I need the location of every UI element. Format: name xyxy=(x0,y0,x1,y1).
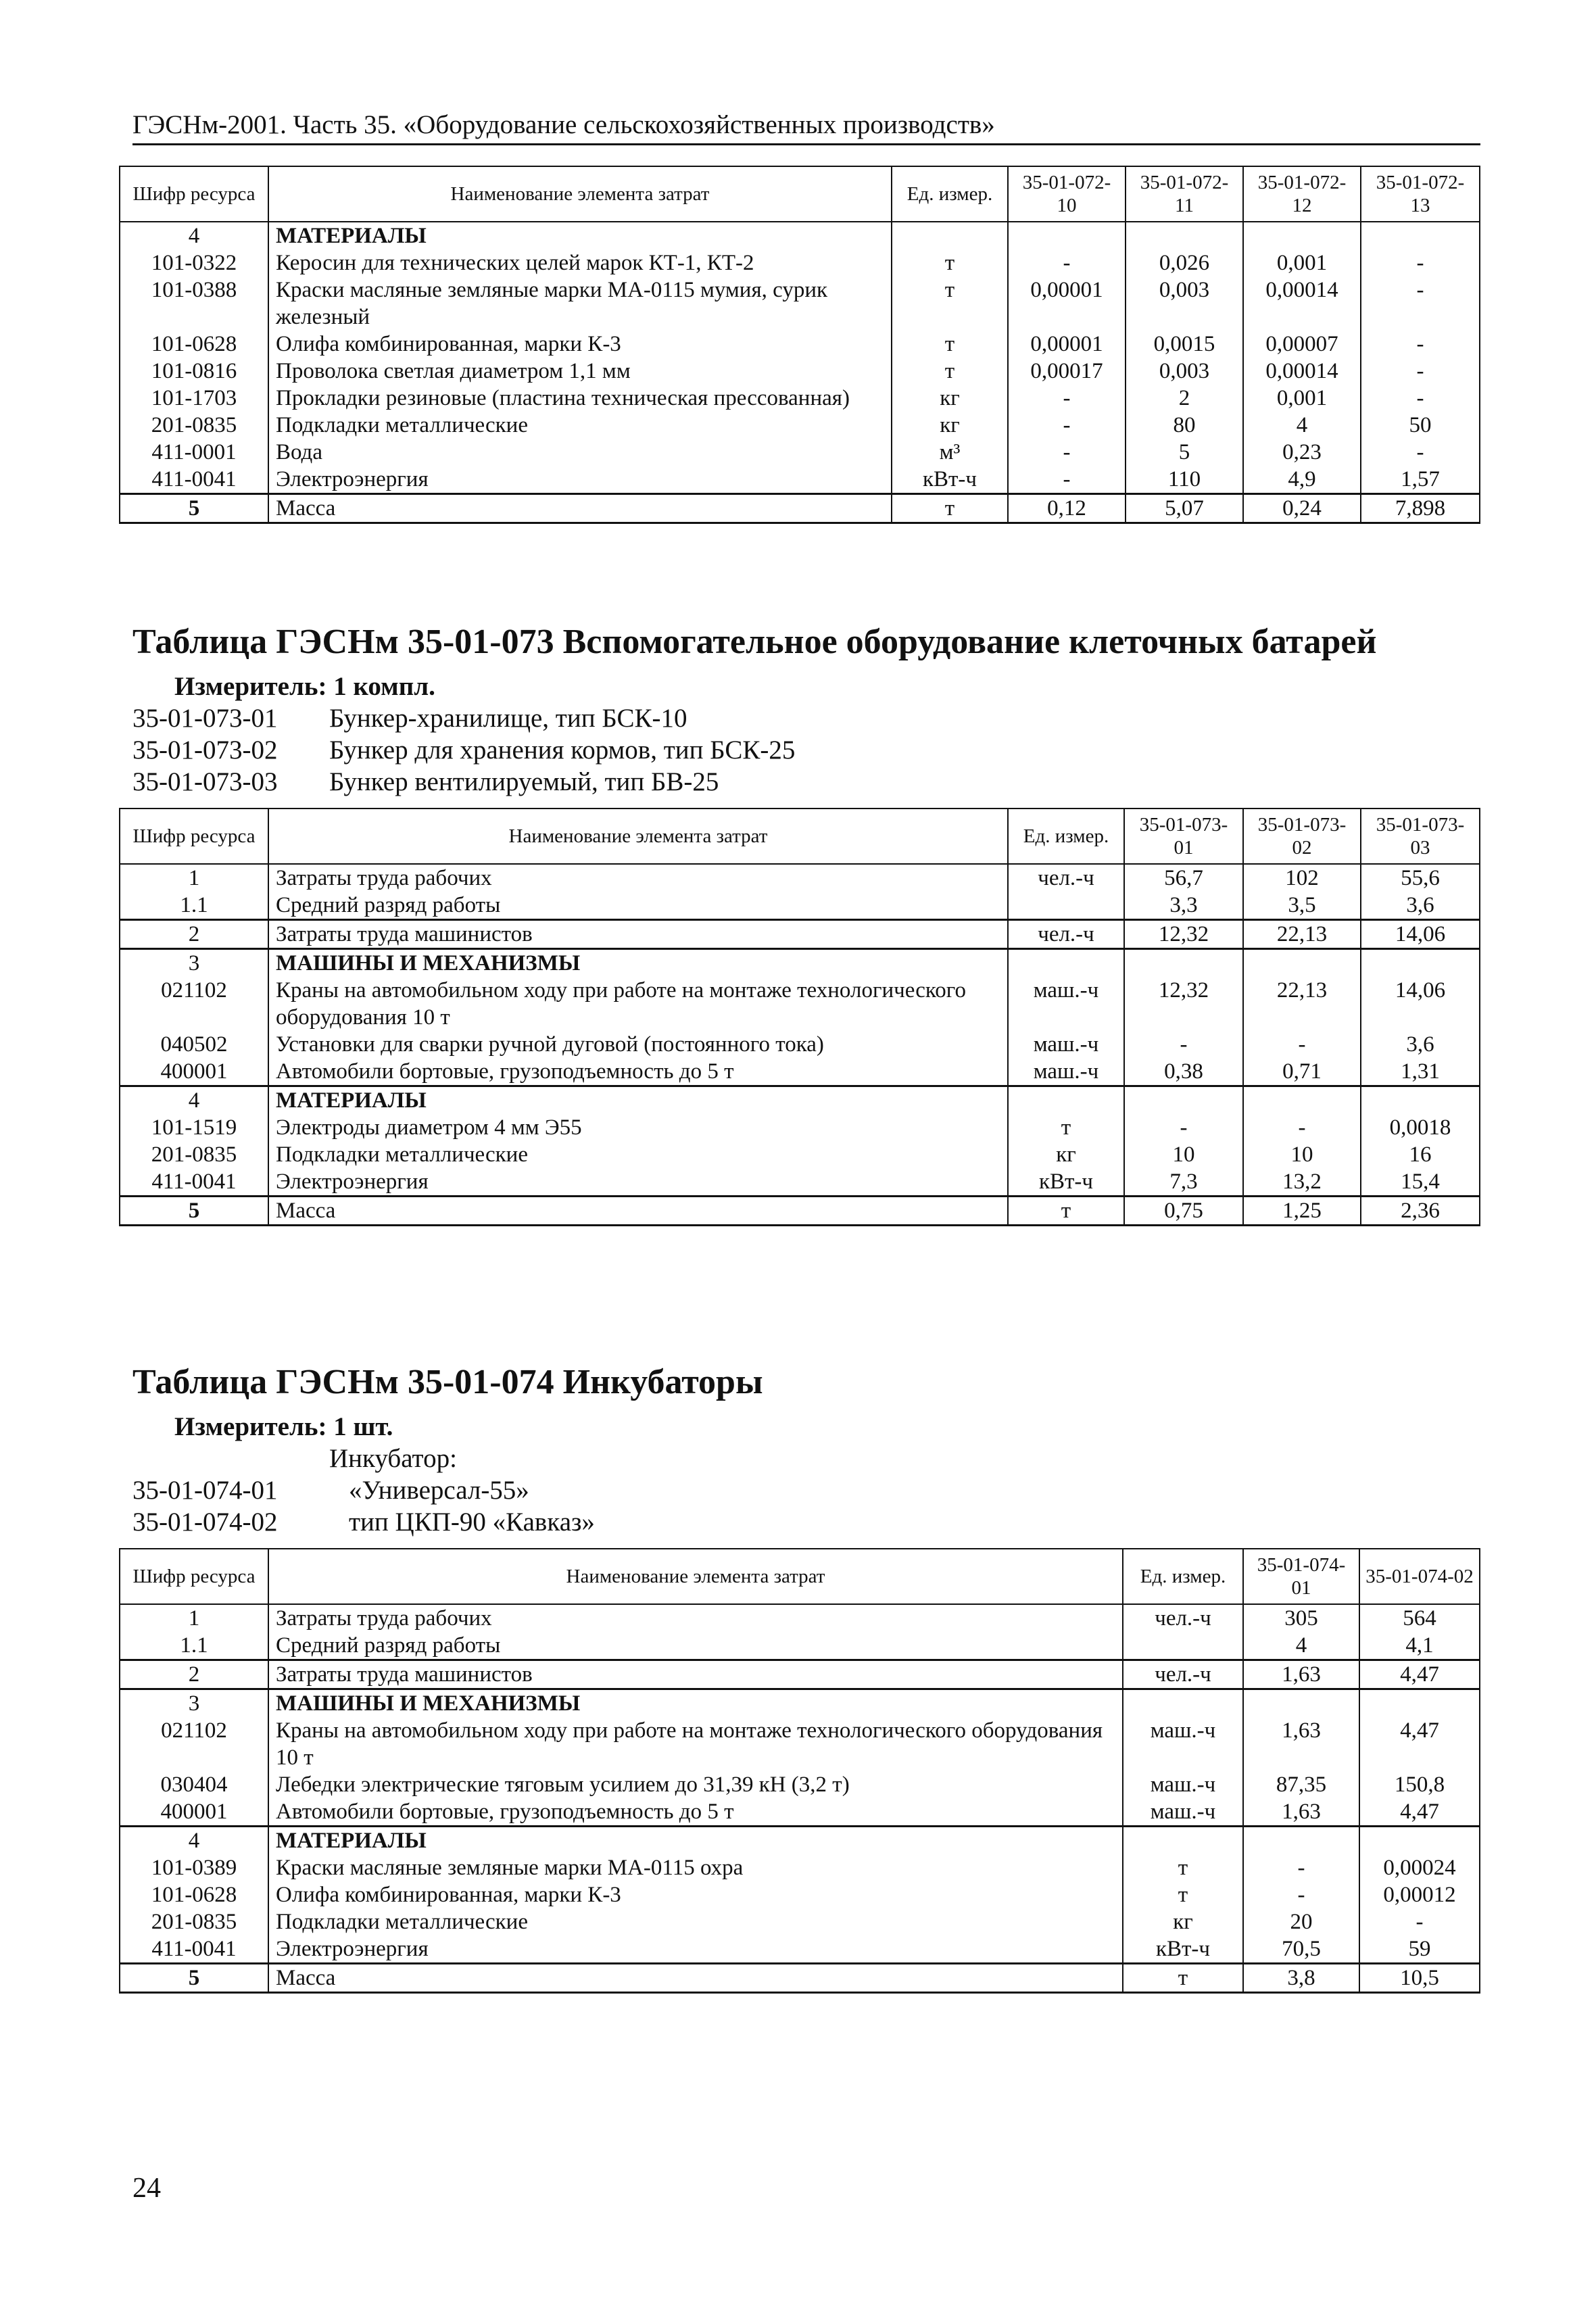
cell: т xyxy=(1123,1881,1243,1908)
cell: 12,32 xyxy=(1124,977,1243,1031)
work-code: 35-01-073-02 xyxy=(132,735,278,765)
table-row xyxy=(120,1689,1480,1718)
cell: Олифа комбинированная, марки К-3 xyxy=(268,1881,1123,1908)
table-row xyxy=(120,892,1480,920)
cell: 0,23 xyxy=(1243,439,1361,466)
cell: - xyxy=(1243,1881,1359,1908)
cell: Краны на автомобильном ходу при работе на монтаже технологического оборудования 10 т xyxy=(268,977,1008,1031)
cell: 0,00012 xyxy=(1359,1881,1480,1908)
table-row xyxy=(120,276,1480,331)
cell: 2,36 xyxy=(1361,1197,1480,1226)
col-header: 35-01-073-01 xyxy=(1124,809,1243,864)
cell: т xyxy=(892,494,1008,523)
cell: МАТЕРИАЛЫ xyxy=(268,1086,1008,1115)
table-row xyxy=(120,222,1480,249)
cell: - xyxy=(1008,439,1126,466)
cell: - xyxy=(1243,1031,1361,1058)
table-row xyxy=(120,439,1480,466)
cell: Средний разряд работы xyxy=(268,892,1008,920)
cell: маш.-ч xyxy=(1123,1771,1243,1798)
cell: 021102 xyxy=(120,977,268,1031)
table-row xyxy=(120,1141,1480,1168)
cell: кг xyxy=(1008,1141,1124,1168)
cell: Вода xyxy=(268,439,892,466)
cell: 101-0628 xyxy=(120,1881,268,1908)
cell: 1 xyxy=(120,864,268,892)
cell: МАТЕРИАЛЫ xyxy=(268,222,892,249)
table-row xyxy=(120,920,1480,949)
cell: т xyxy=(892,276,1008,331)
cell: 101-0322 xyxy=(120,249,268,276)
cell: 0,00014 xyxy=(1243,276,1361,331)
cell: т xyxy=(1123,1964,1243,1993)
cell: 3,6 xyxy=(1361,892,1480,920)
cell: - xyxy=(1008,249,1126,276)
table-row xyxy=(120,1935,1480,1964)
cell: 50 xyxy=(1361,412,1480,439)
cell: 1,63 xyxy=(1243,1717,1359,1771)
cell: 0,0015 xyxy=(1126,331,1243,358)
cell: 3,6 xyxy=(1361,1031,1480,1058)
cell: маш.-ч xyxy=(1008,1058,1124,1086)
cell: Средний разряд работы xyxy=(268,1632,1123,1660)
cell: 1,63 xyxy=(1243,1798,1359,1827)
cell: 0,71 xyxy=(1243,1058,1361,1086)
col-header: Шифр ресурса xyxy=(120,166,268,222)
table-35-01-073 xyxy=(119,808,1480,1226)
col-header: Шифр ресурса xyxy=(120,809,268,864)
cell: маш.-ч xyxy=(1123,1717,1243,1771)
cell: 4 xyxy=(120,1086,268,1115)
cell: чел.-ч xyxy=(1008,920,1124,949)
col-header: 35-01-072-11 xyxy=(1126,166,1243,222)
cell: Затраты труда машинистов xyxy=(268,1660,1123,1689)
cell: 0,026 xyxy=(1126,249,1243,276)
cell: 0,001 xyxy=(1243,385,1361,412)
cell: 564 xyxy=(1359,1604,1480,1632)
cell: 040502 xyxy=(120,1031,268,1058)
cell: 150,8 xyxy=(1359,1771,1480,1798)
cell: 20 xyxy=(1243,1908,1359,1935)
table-row xyxy=(120,1058,1480,1086)
cell: Подкладки металлические xyxy=(268,1908,1123,1935)
col-header: Ед. измер. xyxy=(892,166,1008,222)
cell: 4,47 xyxy=(1359,1717,1480,1771)
cell: 22,13 xyxy=(1243,977,1361,1031)
cell: 5 xyxy=(1126,439,1243,466)
cell: 0,0018 xyxy=(1361,1114,1480,1141)
cell: 3 xyxy=(120,1689,268,1718)
col-header: 35-01-073-03 xyxy=(1361,809,1480,864)
cell: - xyxy=(1008,466,1126,494)
cell: 4,47 xyxy=(1359,1660,1480,1689)
cell: 1.1 xyxy=(120,1632,268,1660)
cell: 1,57 xyxy=(1361,466,1480,494)
table-row xyxy=(120,466,1480,494)
cell: 56,7 xyxy=(1124,864,1243,892)
table-row xyxy=(120,331,1480,358)
cell: Автомобили бортовые, грузоподъемность до 5 т xyxy=(268,1058,1008,1086)
table-row xyxy=(120,249,1480,276)
cell: 15,4 xyxy=(1361,1168,1480,1197)
col-header: Ед. измер. xyxy=(1008,809,1124,864)
cell: т xyxy=(892,249,1008,276)
cell: - xyxy=(1243,1114,1361,1141)
cell: 101-0389 xyxy=(120,1854,268,1881)
cell: 101-1703 xyxy=(120,385,268,412)
cell: 87,35 xyxy=(1243,1771,1359,1798)
col-header: Шифр ресурса xyxy=(120,1549,268,1604)
cell: 55,6 xyxy=(1361,864,1480,892)
cell: 7,898 xyxy=(1361,494,1480,523)
cell: Затраты труда машинистов xyxy=(268,920,1008,949)
cell: 16 xyxy=(1361,1141,1480,1168)
page-header: ГЭСНм-2001. Часть 35. «Оборудование сельскохозяйственных производств» xyxy=(132,110,1480,145)
cell: 3,3 xyxy=(1124,892,1243,920)
cell: 3,8 xyxy=(1243,1964,1359,1993)
table-row xyxy=(120,1854,1480,1881)
table-row-total xyxy=(120,494,1480,523)
cell: 101-0628 xyxy=(120,331,268,358)
work-name: «Универсал-55» xyxy=(349,1476,529,1505)
cell: - xyxy=(1361,331,1480,358)
cell: - xyxy=(1361,385,1480,412)
table-row xyxy=(120,1114,1480,1141)
table-row-total xyxy=(120,1197,1480,1226)
cell: 1,63 xyxy=(1243,1660,1359,1689)
cell: т xyxy=(1008,1197,1124,1226)
cell: Затраты труда рабочих xyxy=(268,1604,1123,1632)
cell: 0,24 xyxy=(1243,494,1361,523)
cell: 101-1519 xyxy=(120,1114,268,1141)
table-row xyxy=(120,412,1480,439)
table-header-row xyxy=(120,809,1480,864)
cell: 5 xyxy=(120,494,268,523)
cell: Масса xyxy=(268,1197,1008,1226)
cell: кВт-ч xyxy=(1008,1168,1124,1197)
cell: 0,00001 xyxy=(1008,276,1126,331)
cell: 4,9 xyxy=(1243,466,1361,494)
col-header: 35-01-074-01 xyxy=(1243,1549,1359,1604)
table-header-row xyxy=(120,1549,1480,1604)
cell: 201-0835 xyxy=(120,412,268,439)
cell: 411-0041 xyxy=(120,1935,268,1964)
measure-073: Измеритель: 1 компл. xyxy=(174,672,435,701)
cell: - xyxy=(1124,1114,1243,1141)
col-header: 35-01-072-13 xyxy=(1361,166,1480,222)
cell: кг xyxy=(1123,1908,1243,1935)
cell: - xyxy=(1243,1854,1359,1881)
cell: 1,31 xyxy=(1361,1058,1480,1086)
work-code: 35-01-074-02 xyxy=(132,1507,278,1537)
cell: 0,003 xyxy=(1126,358,1243,385)
cell: 0,00014 xyxy=(1243,358,1361,385)
cell: Затраты труда рабочих xyxy=(268,864,1008,892)
cell: 13,2 xyxy=(1243,1168,1361,1197)
cell: 4,47 xyxy=(1359,1798,1480,1827)
cell: маш.-ч xyxy=(1008,977,1124,1031)
cell: 0,12 xyxy=(1008,494,1126,523)
cell: Подкладки металлические xyxy=(268,1141,1008,1168)
cell: 0,00024 xyxy=(1359,1854,1480,1881)
cell: Электроэнергия xyxy=(268,466,892,494)
cell: 0,38 xyxy=(1124,1058,1243,1086)
cell: 201-0835 xyxy=(120,1908,268,1935)
table-row xyxy=(120,1031,1480,1058)
cell: МАШИНЫ И МЕХАНИЗМЫ xyxy=(268,1689,1123,1718)
col-header: Наименование элемента затрат xyxy=(268,166,892,222)
cell: м³ xyxy=(892,439,1008,466)
work-code: 35-01-073-03 xyxy=(132,767,278,796)
table-row xyxy=(120,949,1480,978)
cell: Электроды диаметром 4 мм Э55 xyxy=(268,1114,1008,1141)
cell: 4 xyxy=(1243,412,1361,439)
cell: 7,3 xyxy=(1124,1168,1243,1197)
cell: 14,06 xyxy=(1361,977,1480,1031)
cell: кг xyxy=(892,412,1008,439)
cell: 70,5 xyxy=(1243,1935,1359,1964)
cell: маш.-ч xyxy=(1008,1031,1124,1058)
cell: 201-0835 xyxy=(120,1141,268,1168)
cell: 5 xyxy=(120,1964,268,1993)
cell: 80 xyxy=(1126,412,1243,439)
table-row xyxy=(120,1798,1480,1827)
cell: - xyxy=(1124,1031,1243,1058)
table-title-074: Таблица ГЭСНм 35-01-074 Инкубаторы xyxy=(132,1363,763,1401)
cell: 10 xyxy=(1124,1141,1243,1168)
cell: Лебедки электрические тяговым усилием до 31,39 кН (3,2 т) xyxy=(268,1771,1123,1798)
col-header: 35-01-073-02 xyxy=(1243,809,1361,864)
cell: - xyxy=(1008,385,1126,412)
cell: 411-0041 xyxy=(120,466,268,494)
measure-074: Измеритель: 1 шт. xyxy=(174,1412,393,1441)
cell: - xyxy=(1361,249,1480,276)
cell: 4,1 xyxy=(1359,1632,1480,1660)
cell: 0,00001 xyxy=(1008,331,1126,358)
cell: 2 xyxy=(120,1660,268,1689)
table-35-01-072 xyxy=(119,166,1480,524)
cell: 10 xyxy=(1243,1141,1361,1168)
cell: 411-0041 xyxy=(120,1168,268,1197)
cell: 3,5 xyxy=(1243,892,1361,920)
work-code: 35-01-074-01 xyxy=(132,1476,278,1505)
cell: МАТЕРИАЛЫ xyxy=(268,1827,1123,1855)
cell: 110 xyxy=(1126,466,1243,494)
cell: Краны на автомобильном ходу при работе на монтаже технологического оборудования 10 т xyxy=(268,1717,1123,1771)
col-header: 35-01-072-10 xyxy=(1008,166,1126,222)
page-number: 24 xyxy=(132,2173,161,2204)
table-row xyxy=(120,1632,1480,1660)
cell: Автомобили бортовые, грузоподъемность до 5 т xyxy=(268,1798,1123,1827)
cell: чел.-ч xyxy=(1123,1660,1243,1689)
cell: 12,32 xyxy=(1124,920,1243,949)
cell: т xyxy=(892,358,1008,385)
cell: Электроэнергия xyxy=(268,1168,1008,1197)
cell: Краски масляные земляные марки МА-0115 мумия, сурик железный xyxy=(268,276,892,331)
table-row xyxy=(120,1881,1480,1908)
cell: Проволока светлая диаметром 1,1 мм xyxy=(268,358,892,385)
col-header: Наименование элемента затрат xyxy=(268,1549,1123,1604)
table-row xyxy=(120,1660,1480,1689)
col-header: Ед. измер. xyxy=(1123,1549,1243,1604)
work-name: Бункер-хранилище, тип БСК-10 xyxy=(329,704,687,733)
cell: 14,06 xyxy=(1361,920,1480,949)
cell: маш.-ч xyxy=(1123,1798,1243,1827)
cell: 0,00007 xyxy=(1243,331,1361,358)
cell: 4 xyxy=(120,1827,268,1855)
cell: 22,13 xyxy=(1243,920,1361,949)
cell: Установки для сварки ручной дуговой (постоянного тока) xyxy=(268,1031,1008,1058)
cell: кг xyxy=(892,385,1008,412)
cell: 400001 xyxy=(120,1058,268,1086)
cell: - xyxy=(1361,276,1480,331)
table-row-total xyxy=(120,1964,1480,1993)
cell: т xyxy=(892,331,1008,358)
work-name: тип ЦКП-90 «Кавказ» xyxy=(349,1507,595,1537)
table-row xyxy=(120,1908,1480,1935)
cell: - xyxy=(1361,358,1480,385)
cell: 0,75 xyxy=(1124,1197,1243,1226)
table-row xyxy=(120,977,1480,1031)
cell: 0,001 xyxy=(1243,249,1361,276)
cell: Масса xyxy=(268,494,892,523)
cell: 101-0388 xyxy=(120,276,268,331)
cell: Олифа комбинированная, марки К-3 xyxy=(268,331,892,358)
cell xyxy=(1008,892,1124,920)
incubator-subhead: Инкубатор: xyxy=(329,1444,457,1473)
table-row xyxy=(120,1771,1480,1798)
cell: 10,5 xyxy=(1359,1964,1480,1993)
cell: Керосин для технических целей марок КТ-1, КТ-2 xyxy=(268,249,892,276)
cell: Подкладки металлические xyxy=(268,412,892,439)
cell: 1.1 xyxy=(120,892,268,920)
cell: Краски масляные земляные марки МА-0115 охра xyxy=(268,1854,1123,1881)
table-row xyxy=(120,358,1480,385)
table-row xyxy=(120,1604,1480,1632)
table-row xyxy=(120,1827,1480,1855)
cell: 1,25 xyxy=(1243,1197,1361,1226)
cell: чел.-ч xyxy=(1008,864,1124,892)
table-header-row xyxy=(120,166,1480,222)
cell: 0,003 xyxy=(1126,276,1243,331)
cell: 0,00017 xyxy=(1008,358,1126,385)
cell: 5,07 xyxy=(1126,494,1243,523)
cell: кВт-ч xyxy=(1123,1935,1243,1964)
cell: 1 xyxy=(120,1604,268,1632)
table-row xyxy=(120,1086,1480,1115)
cell: 021102 xyxy=(120,1717,268,1771)
cell: 59 xyxy=(1359,1935,1480,1964)
cell: Электроэнергия xyxy=(268,1935,1123,1964)
cell: 3 xyxy=(120,949,268,978)
cell: 101-0816 xyxy=(120,358,268,385)
work-name: Бункер вентилируемый, тип БВ-25 xyxy=(329,767,719,796)
cell: - xyxy=(1359,1908,1480,1935)
cell: 305 xyxy=(1243,1604,1359,1632)
cell: 4 xyxy=(1243,1632,1359,1660)
cell: 400001 xyxy=(120,1798,268,1827)
cell: Масса xyxy=(268,1964,1123,1993)
table-row xyxy=(120,1168,1480,1197)
cell: т xyxy=(1008,1114,1124,1141)
cell: 2 xyxy=(120,920,268,949)
cell: 030404 xyxy=(120,1771,268,1798)
table-row xyxy=(120,864,1480,892)
table-35-01-074 xyxy=(119,1548,1480,1994)
col-header: 35-01-072-12 xyxy=(1243,166,1361,222)
cell: 4 xyxy=(120,222,268,249)
col-header: 35-01-074-02 xyxy=(1359,1549,1480,1604)
cell: т xyxy=(1123,1854,1243,1881)
cell: 411-0001 xyxy=(120,439,268,466)
cell: чел.-ч xyxy=(1123,1604,1243,1632)
work-code: 35-01-073-01 xyxy=(132,704,278,733)
cell: - xyxy=(1361,439,1480,466)
cell xyxy=(1123,1632,1243,1660)
cell: Прокладки резиновые (пластина техническая прессованная) xyxy=(268,385,892,412)
cell: - xyxy=(1008,412,1126,439)
cell: 102 xyxy=(1243,864,1361,892)
work-name: Бункер для хранения кормов, тип БСК-25 xyxy=(329,735,796,765)
cell: 5 xyxy=(120,1197,268,1226)
cell: кВт-ч xyxy=(892,466,1008,494)
table-row xyxy=(120,385,1480,412)
cell: 2 xyxy=(1126,385,1243,412)
col-header: Наименование элемента затрат xyxy=(268,809,1008,864)
table-row xyxy=(120,1717,1480,1771)
table-title-073: Таблица ГЭСНм 35-01-073 Вспомогательное оборудование клеточных батарей xyxy=(132,623,1377,661)
cell: МАШИНЫ И МЕХАНИЗМЫ xyxy=(268,949,1008,978)
